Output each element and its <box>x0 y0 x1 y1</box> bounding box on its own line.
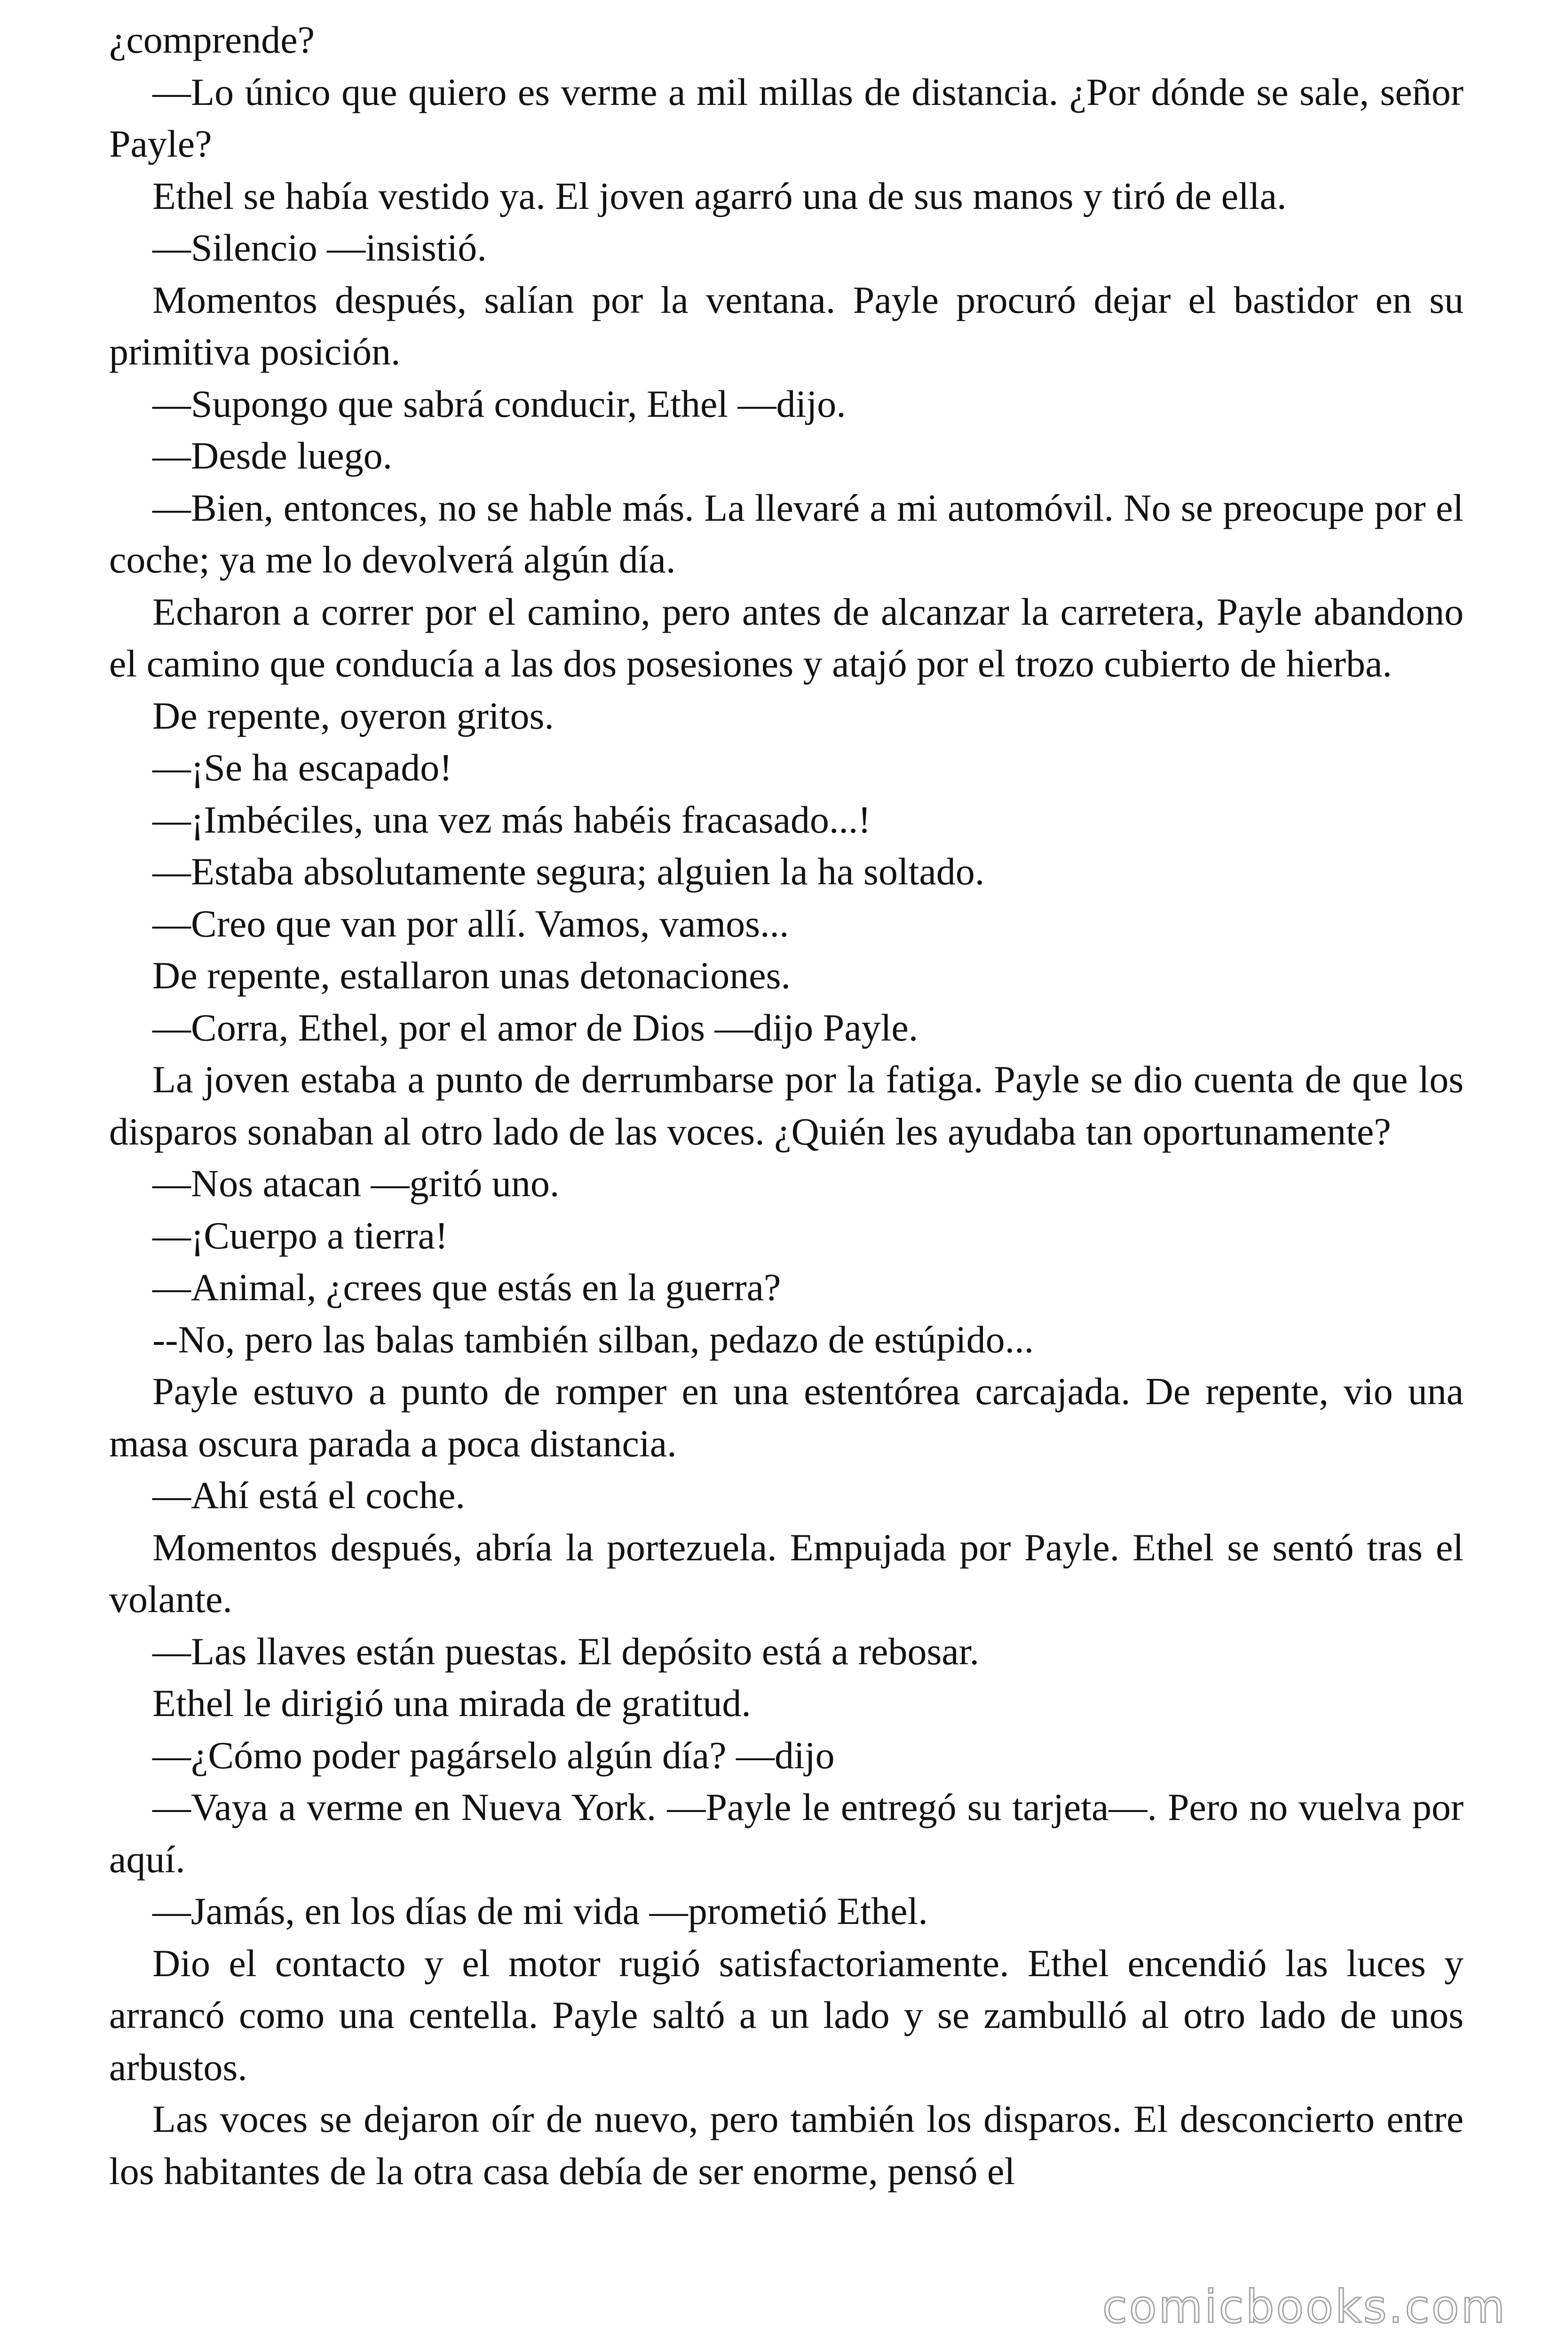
paragraph-31: Las voces se dejaron oír de nuevo, pero también los disparos. El desconcierto entre los habitantes de la otra casa debía de ser enorme, pensó el <box>109 2098 1464 2193</box>
paragraph-21: --No, pero las balas también silban, pedazo de estúpido... <box>152 1318 1034 1361</box>
paragraph-26: Ethel le dirigió una mirada de gratitud. <box>152 1682 751 1724</box>
paragraph-6: —Supongo que sabrá conducir, Ethel —dijo. <box>152 382 846 425</box>
watermark: comicbooks.com <box>1102 2280 1507 2333</box>
paragraph-25: —Las llaves están puestas. El depósito está a rebosar. <box>152 1629 979 1673</box>
paragraph-15: De repente, estallaron unas detonaciones. <box>152 954 791 997</box>
paragraph-30: Dio el contacto y el motor rugió satisfactoriamente. Ethel encendió las luces y arrancó como una centella. Payle saltó a un lado y se zambulló al otro lado de unos arbustos. <box>109 1941 1464 2089</box>
paragraph-19: —¡Cuerpo a tierra! <box>152 1214 448 1257</box>
paragraph-14: —Creo que van por allí. Vamos, vamos... <box>152 902 789 945</box>
paragraph-9: Echaron a correr por el camino, pero antes de alcanzar la carretera, Payle abandono el camino que conducía a las dos posesiones y atajó por el trozo cubierto de hierba. <box>109 590 1464 685</box>
paragraph-18: —Nos atacan —gritó uno. <box>152 1162 560 1205</box>
paragraph-27: —¿Cómo poder pagárselo algún día? —dijo <box>152 1733 835 1777</box>
paragraph-28: —Vaya a verme en Nueva York. —Payle le entregó su tarjeta—. Pero no vuelva por aquí. <box>109 1786 1464 1881</box>
paragraph-7: —Desde luego. <box>152 434 393 477</box>
paragraph-8: —Bien, entonces, no se hable más. La llevaré a mi automóvil. No se preocupe por el coche; ya me lo devolverá algún día. <box>109 486 1464 581</box>
paragraph-17: La joven estaba a punto de derrumbarse por la fatiga. Payle se dio cuenta de que los disparos sonaban al otro lado de las voces. ¿Quién les ayudaba tan oportunamente? <box>109 1058 1464 1153</box>
paragraph-3: Ethel se había vestido ya. El joven agarró una de sus manos y tiró de ella. <box>152 174 1287 217</box>
paragraph-4: —Silencio —insistió. <box>152 226 487 269</box>
paragraph-23: —Ahí está el coche. <box>152 1474 465 1517</box>
paragraph-29: —Jamás, en los días de mi vida —prometió Ethel. <box>152 1890 928 1932</box>
paragraph-2: —Lo único que quiero es verme a mil millas de distancia. ¿Por dónde se sale, señor Payle? <box>109 70 1464 165</box>
paragraph-13: —Estaba absolutamente segura; alguien la ha soltado. <box>152 850 985 893</box>
paragraph-16: —Corra, Ethel, por el amor de Dios —dijo Payle. <box>152 1006 919 1049</box>
paragraph-5: Momentos después, salían por la ventana. Payle procuró dejar el bastidor en su primitiva posición. <box>109 278 1464 373</box>
paragraph-20: —Animal, ¿crees que estás en la guerra? <box>152 1266 781 1309</box>
paragraph-1: ¿comprende? <box>109 18 315 61</box>
paragraph-24: Momentos después, abría la portezuela. Empujada por Payle. Ethel se sentó tras el volante. <box>109 1526 1464 1621</box>
paragraph-22: Payle estuvo a punto de romper en una estentórea carcajada. De repente, vio una masa oscura parada a poca distancia. <box>109 1370 1464 1465</box>
page-body <box>109 14 1464 2197</box>
paragraph-11: —¡Se ha escapado! <box>152 746 452 789</box>
paragraph-10: De repente, oyeron gritos. <box>152 694 554 737</box>
paragraph-12: —¡Imbéciles, una vez más habéis fracasado...! <box>152 798 871 841</box>
